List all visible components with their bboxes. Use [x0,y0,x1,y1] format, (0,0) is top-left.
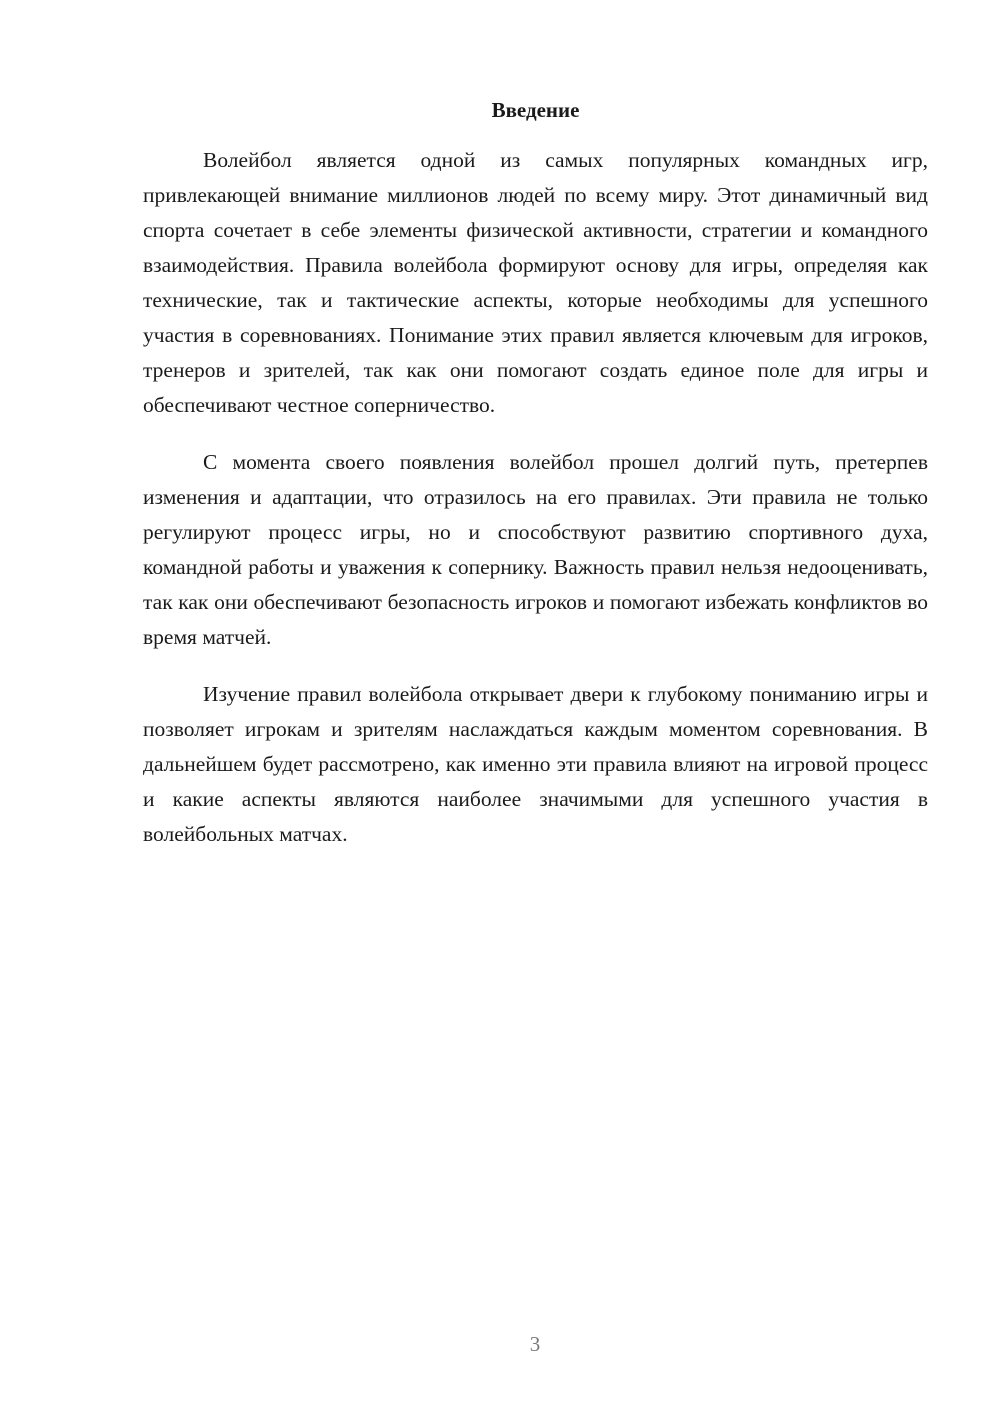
page-number: 3 [529,1332,541,1356]
page-content [143,95,928,852]
section-title: Введение [491,98,580,122]
paragraph-1: Волейбол является одной из самых популярных командных игр, привлекающей внимание миллионов людей по всему миру. Этот динамичный вид спорта сочетает в себе элементы физической активности, стратегии и командного взаимодействия. Правила волейбола формируют основу для игры, определяя как технические, так и тактические аспекты, которые необходимы для успешного участия в соревнованиях. Понимание этих правил является ключевым для игроков, тренеров и зрителей, так как они помогают создать единое поле для игры и обеспечивают честное соперничество. [143,148,928,417]
paragraph-2: С момента своего появления волейбол прошел долгий путь, претерпев изменения и адаптации, что отразилось на его правилах. Эти правила не только регулируют процесс игры, но и способствуют развитию спортивного духа, командной работы и уважения к сопернику. Важность правил нельзя недооценивать, так как они обеспечивают безопасность игроков и помогают избежать конфликтов во время матчей. [143,450,928,649]
paragraph-3: Изучение правил волейбола открывает двери к глубокому пониманию игры и позволяет игрокам и зрителям наслаждаться каждым моментом соревнования. В дальнейшем будет рассмотрено, как именно эти правила влияют на игровой процесс и какие аспекты являются наиболее значимыми для успешного участия в волейбольных матчах. [143,682,928,846]
